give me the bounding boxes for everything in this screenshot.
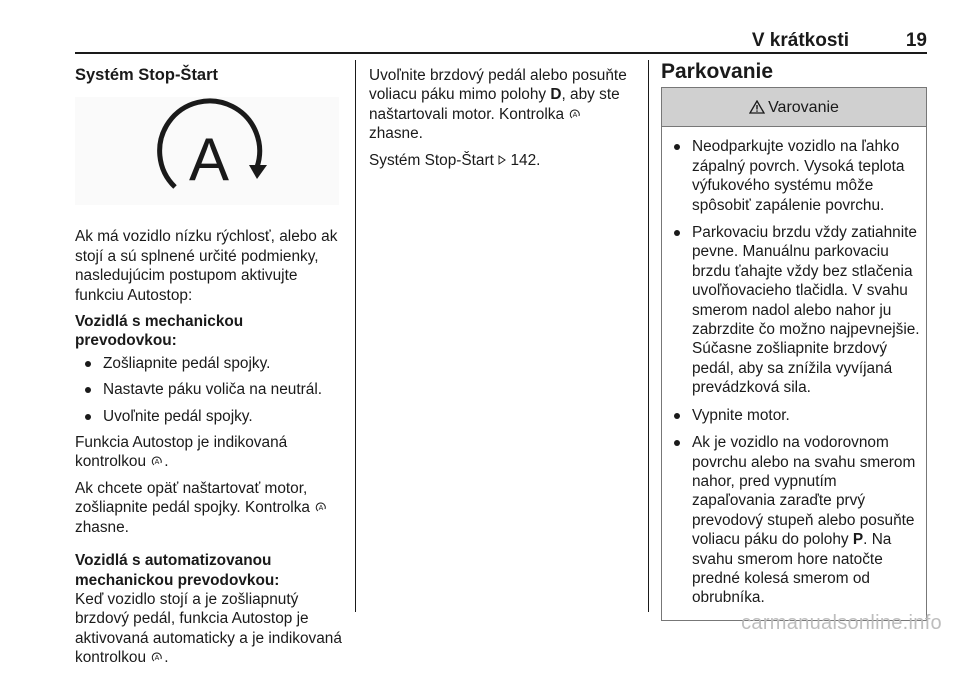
column-divider [355,60,356,612]
svg-text:A: A [572,111,578,119]
parking-title: Parkovanie [661,60,774,83]
autostop-a-icon [151,455,163,467]
autostop-figure [75,97,339,205]
triangle-right-icon [498,155,506,165]
manual-list [75,354,345,426]
svg-text:A: A [318,505,324,513]
page-number: 19 [905,30,927,51]
header-rule [75,52,927,54]
chapter-title: V krátkosti [751,30,849,51]
bullet [85,387,91,393]
autostop-figure-letter: A [188,126,230,194]
list-item: Ak je vozidlo na vodorovnom povrchu alebo na svahu smerom nahor, pred vypnutím zapaľovania zaraďte prvý prevodový stupeň alebo posuňte voliacu páku do polohy P. Na svahu smerom hore natočte predné kolesá smerom od obrubníka. [666,433,920,608]
warning-list [666,137,920,607]
autostop-large-icon [75,97,339,205]
automated-paragraph: Keď vozidlo stojí a je zošliapnutý brzdový pedál, funkcia Autostop je aktivovaná automaticky a je indikovaná kontrolkou A . [75,590,342,667]
bullet [85,361,91,367]
warning-box [661,87,927,620]
bullet [85,414,91,420]
bullet [674,230,680,236]
bullet [674,413,680,419]
restart-paragraph: Ak chcete opäť naštartovať motor, zošliapnite pedál spojky. Kontrolka A zhasne. [75,479,345,537]
warning-triangle-icon [749,100,765,114]
manual-lead: Vozidlá s mechanickou prevodovkou: [75,313,244,350]
list-item: Uvoľnite pedál spojky. [75,407,345,426]
column-1 [75,56,345,675]
section-title: Systém Stop-Štart [75,66,219,84]
list-item: Vypnite motor. [666,406,920,425]
list-item: Neodparkujte vozidlo na ľahko zápalný povrch. Vysoká teplota výfukového systému môže spôsobiť zapálenie povrchu. [666,137,920,215]
bullet [674,144,680,150]
autostop-paragraph: Funkcia Autostop je indikovaná kontrolkou A . [75,434,288,471]
intro-paragraph: Ak má vozidlo nízku rýchlosť, alebo ak stojí a sú splnené určité podmienky, nasledujúcim postupom aktivujte funkciu Autostop: [75,228,338,304]
svg-text:A: A [154,655,160,663]
autostop-a-icon [151,651,163,663]
column-divider [648,60,649,612]
automated-lead: Vozidlá s automatizovanou mechanickou prevodovkou: [75,552,280,589]
release-paragraph: Uvoľnite brzdový pedál alebo posuňte voliacu páku mimo polohy D, aby ste naštartovali motor. Kontrolka A zhasne. [369,67,627,143]
bullet [674,440,680,446]
autostop-a-icon [315,501,327,513]
autostop-a-icon [569,108,581,120]
reference-paragraph: Systém Stop-Štart 142. [369,151,541,169]
column-2 [369,56,639,177]
list-item: Zošliapnite pedál spojky. [75,354,345,373]
list-item: Parkovaciu brzdu vždy zatiahnite pevne. Manuálnu parkovaciu brzdu ťahajte vždy bez stlačenia uvoľňovacieho tlačidla. V svahu smerom nadol alebo nahor ju zabrzdite čo možno najpevnejšie. Súčasne zošliapnite brzdový pedál, aby sa znížila vyvíjaná prevádzková sila. [666,223,920,398]
warning-header [662,88,926,127]
svg-text:A: A [154,459,160,467]
list-item: Nastavte páku voliča na neutrál. [75,380,345,399]
page-header [75,30,927,52]
warning-label: Varovanie [768,98,839,116]
watermark: carmanualsonline.info [741,612,942,634]
column-3 [661,56,927,621]
warning-body [662,127,926,619]
